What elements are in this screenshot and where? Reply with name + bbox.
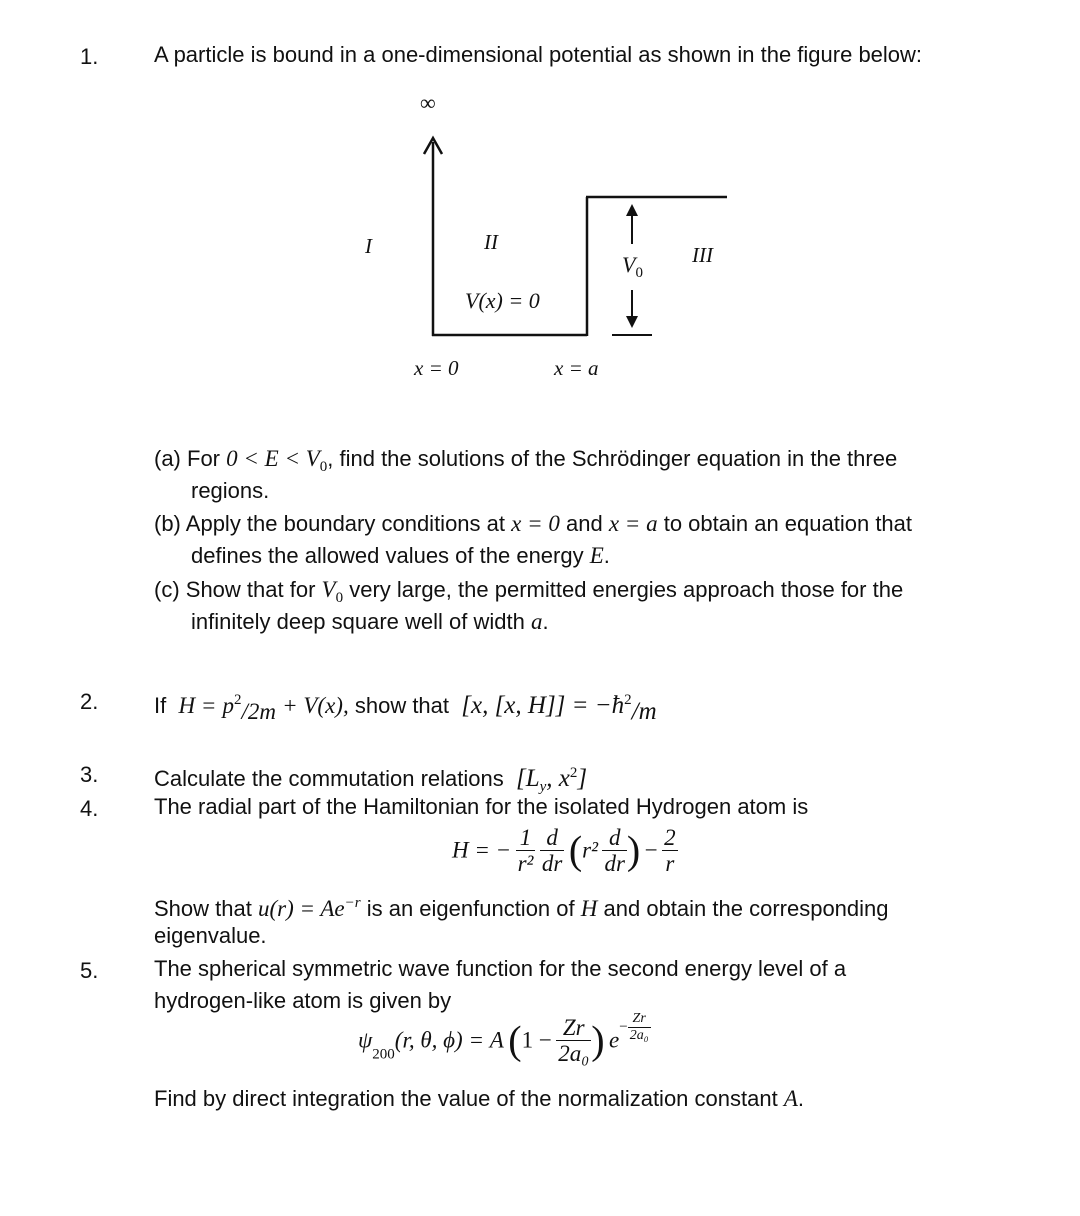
part-c-line-2: infinitely deep square well of width a. — [191, 609, 549, 634]
question-number: 3. — [80, 762, 99, 787]
fraction: $\frac{d}{dr}$ — [541, 825, 563, 876]
question-2-text: If $H = p^2/2m + V(x)$, show that [x, [x, $H]] = -ħ^2/m$ — [154, 692, 657, 725]
region-3-label: III — [692, 243, 713, 267]
part-b-line-1: (b) Apply the boundary conditions at x = 0 and x = a to obtain an equation that — [154, 511, 913, 536]
potential-well-figure — [0, 0, 1080, 400]
question-1-intro: A particle is bound in a one-dimensional potential as shown in the figure below: — [154, 42, 923, 67]
hamiltonian-equation: H = − $\frac{1}{\text{r²}}$ $\frac{d}{dr}$ (r² $\frac{d}{dr}$ ) − $\frac{2}{r}$ — [452, 825, 676, 876]
question-number: 1. — [80, 44, 99, 69]
question-4-text: The radial part of the Hamiltonian for the isolated Hydrogen atom is — [154, 794, 809, 819]
question-5-final-line: Find by direct integration the value of the normalization constant A. — [154, 1086, 805, 1111]
fraction: $\frac{d}{dr}$ — [604, 825, 625, 876]
question-5-line-1: The spherical symmetric wave function for the second energy level of a — [154, 956, 847, 981]
question-3-text: Calculate the commutation relations [$L_y$, $x^2$] — [154, 765, 588, 795]
region-1-label: I — [365, 234, 372, 258]
question-number: 5. — [80, 958, 99, 983]
question-number: 2. — [80, 689, 99, 714]
fraction: $\frac{Zr}{\text{2a₀}}$ — [558, 1015, 590, 1066]
xa-label: x = a — [554, 356, 599, 380]
exponent-fraction: $\frac{Zr}{\text{2a₀}}$ — [629, 1011, 649, 1043]
arrow-up-icon — [626, 204, 638, 216]
region-2-label: II — [484, 230, 498, 254]
question-5-line-2: hydrogen-like atom is given by — [154, 988, 452, 1013]
part-a-line-2: regions. — [191, 478, 270, 503]
part-a-line-1: (a) For $0 < E < V_0$, find the solutions of the Schrödinger equation in the three — [154, 446, 898, 475]
question-4-show-line: Show that $u(r) = Ae^{-r}$ is an eigenfunction of H and obtain the corresponding — [154, 895, 889, 921]
x0-label: x = 0 — [414, 356, 459, 380]
question-4-line-3: eigenvalue. — [154, 923, 267, 948]
infinity-label: ∞ — [420, 90, 436, 115]
part-c-line-1: (c) Show that for $V_0$ very large, the permitted energies approach those for the — [154, 577, 904, 606]
fraction: $\frac{2}{r}$ — [664, 825, 676, 876]
arrow-down-icon — [626, 316, 638, 328]
part-b-line-2: defines the allowed values of the energy E. — [191, 543, 610, 568]
wavefunction-equation: ψ200(r, θ, ϕ) = A (1 − $\frac{Zr}{\text{2a₀}}$ ) e− $\frac{Zr}{\text{2a₀}}$ — [358, 1011, 649, 1066]
fraction: $\frac{1}{\text{r²}}$ — [517, 825, 534, 876]
potential-label: V(x) = 0 — [465, 288, 540, 313]
v0-label: V0 — [622, 252, 643, 281]
question-number: 4. — [80, 796, 99, 821]
